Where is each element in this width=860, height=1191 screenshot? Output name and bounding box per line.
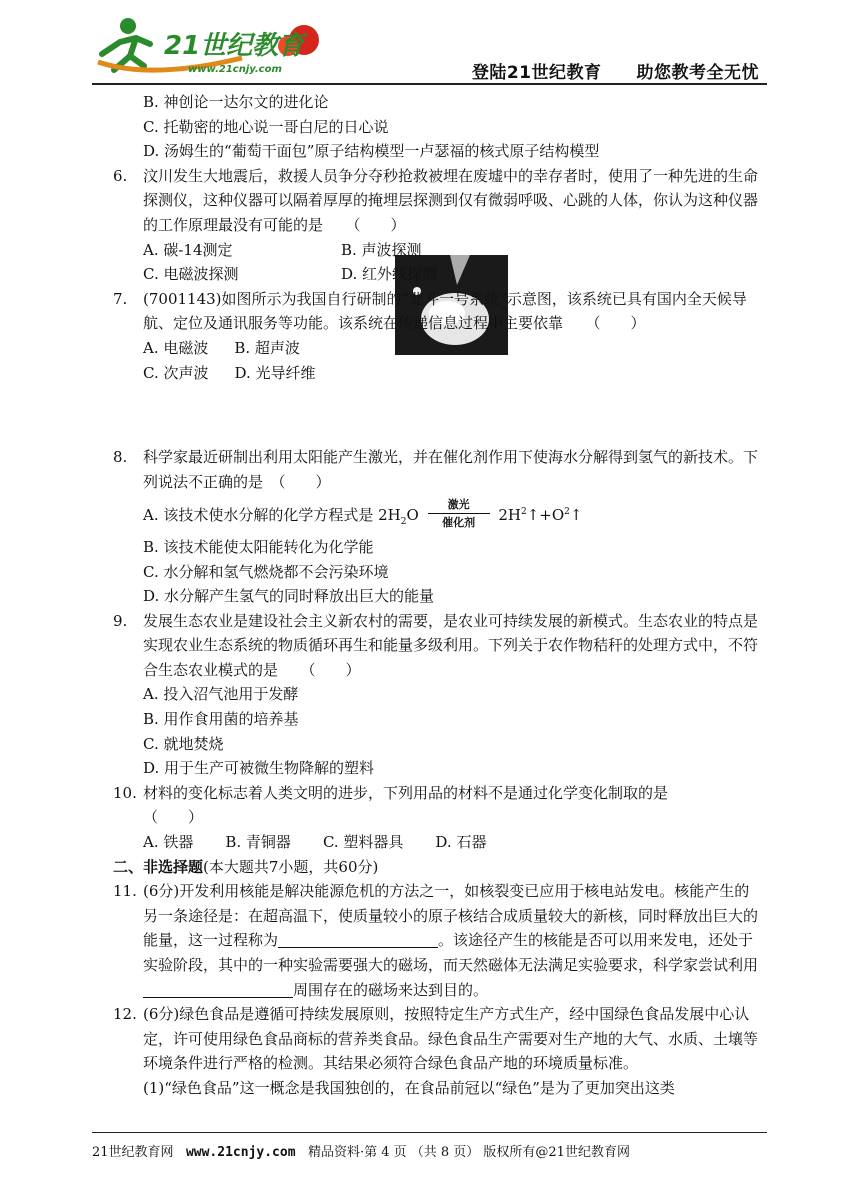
q8-option-a: A. 该技术使水分解的化学方程式是 $2H_2O$ 激光 催化剂 $2H^2↑+O^2↑$ xyxy=(113,498,763,535)
sub-question-1: (1)“绿色食品”这一概念是我国独创的，在食品前冠以“绿色”是为了更加突出这类 xyxy=(143,1078,675,1097)
page-footer xyxy=(92,1141,630,1160)
q7-options-row2 xyxy=(113,361,763,386)
footer-site: 21世纪教育网 xyxy=(92,1145,174,1160)
q10-option-b: B. 青铜器 xyxy=(225,833,291,852)
header-slogan: 登陆21世纪教育 助您教考全无忧 xyxy=(471,63,759,83)
question-number: 12. xyxy=(113,1005,137,1024)
question-text: 科学家最近研制出利用太阳能产生激光，并在催化剂作用下使海水分解得到氢气的新技术。下列说法不正确的是 （ ） xyxy=(143,448,759,491)
question-text: 汶川发生大地震后，救援人员争分夺秒抢救被埋在废墟中的幸存者时，使用了一种先进的生命探测仪，这种仪器可以隔着厚厚的掩埋层探测到仅有微弱呼吸、心跳的人体，你认为这种仪器的工作原理最没有可能的是 （ ） xyxy=(143,166,759,234)
answer-blank-1[interactable] xyxy=(278,931,438,948)
q7-option-a: A. 电磁波 xyxy=(143,338,209,357)
footer-divider xyxy=(92,1132,767,1133)
answer-blank-2[interactable] xyxy=(143,981,293,998)
q5-option-c: C. 托勒密的地心说一哥白尼的日心说 xyxy=(143,117,389,136)
q10-option-d: D. 石器 xyxy=(435,833,487,852)
question-number: 6. xyxy=(113,166,128,185)
question-7 xyxy=(113,287,763,336)
answer-paren: （ ） xyxy=(143,808,204,827)
q7-option-b: B. 超声波 xyxy=(234,338,300,357)
q7-option-c: C. 次声波 xyxy=(143,363,209,382)
q6-options-row2 xyxy=(113,262,763,287)
question-number: 10. xyxy=(113,783,137,802)
question-number: 9. xyxy=(113,611,128,630)
q6-option-b: B. 声波探测 xyxy=(341,240,422,259)
condition-catalyst: 催化剂 xyxy=(442,516,476,530)
site-logo xyxy=(92,14,332,80)
question-text: (6分)开发利用核能是解决能源危机的方法之一，如核裂变已应用于核电站发电。核能产生的另一条途径是：在超高温下，使质量较小的原子核结合成质量较大的新核，同时释放出巨大的能量，这一过程称为 xyxy=(143,882,759,950)
q7-options-row1 xyxy=(113,336,763,361)
q9-option-c: C. 就地焚烧 xyxy=(143,734,224,753)
runner-head-icon xyxy=(120,18,136,34)
question-text: 材料的变化标志着人类文明的进步，下列用品的材料不是通过化学变化制取的是 xyxy=(143,783,669,802)
footer-url[interactable]: www.21cnjy.com xyxy=(185,1145,296,1160)
logo-url: www.21cnjy.com xyxy=(188,64,282,75)
q9-option-a: A. 投入沼气池用于发酵 xyxy=(143,685,299,704)
q5-option-b: B. 神创论一达尔文的进化论 xyxy=(143,93,329,111)
question-text: (7001143)如图所示为我国自行研制的“北斗一号系统”示意图，该系统已具有国内全天候导航、定位及通讯服务等功能。该系统在传递信息过程中主要依靠 （ ） xyxy=(143,289,747,333)
q10-options xyxy=(113,830,763,855)
q10-option-c: C. 塑料器具 xyxy=(322,833,404,852)
reaction-condition xyxy=(426,498,492,534)
q9-option-b: B. 用作食用菌的培养基 xyxy=(143,710,299,729)
logo-title: 21世纪教育 xyxy=(164,31,305,61)
section-detail: (本大题共7小题，共60分) xyxy=(203,857,379,876)
question-10 xyxy=(113,781,763,830)
question-content xyxy=(113,90,763,1101)
q6-option-d: D. 红外线探测 xyxy=(341,265,438,284)
q10-option-a: A. 铁器 xyxy=(143,833,194,852)
header-divider xyxy=(92,83,767,85)
page-header xyxy=(92,14,767,84)
question-11: 11. (6分)开发利用核能是解决能源危机的方法之一，如核裂变已应用于核电站发电。核能产生的另一条途径是：在超高温下，使质量较小的原子核结合成质量较大的新核，同时释放出巨大的能量，这一过程称为 。该途径产生的核能是否可以用来发电，还处于实验阶段，其中的一种实验需要强大的磁场，而天然磁体无法满足实验要求，科学家尝试利用周围存在的磁场来达到目的。 xyxy=(113,879,763,1002)
q8-option-d: D. 水分解产生氢气的同时释放出巨大的能量 xyxy=(143,587,435,606)
q9-option-d: D. 用于生产可被微生物降解的塑料 xyxy=(143,759,375,778)
footer-page-info: 精品资料·第 4 页 （共 8 页） 版权所有@21世纪教育网 xyxy=(307,1145,630,1160)
question-6 xyxy=(113,164,763,238)
q5-option-d: D. 汤姆生的“葡萄干面包”原子结构模型一卢瑟福的核式原子结构模型 xyxy=(143,142,600,161)
question-number: 8. xyxy=(113,448,128,467)
condition-laser: 激光 xyxy=(447,498,470,512)
question-12 xyxy=(113,1002,763,1100)
question-9 xyxy=(113,609,763,683)
question-text: (6分)绿色食品是遵循可持续发展原则，按照特定生产方式生产，经中国绿色食品发展中心认定，许可使用绿色食品商标的营养类食品。绿色食品生产需要对生产地的大气、水质、土壤等环境条件进行严格的检测。其结果必须符合绿色食品产地的环境质量标准。 xyxy=(143,1005,759,1073)
q6-options-row1 xyxy=(113,238,763,263)
question-8 xyxy=(113,445,763,494)
q8-option-b: B. 该技术能使太阳能转化为化学能 xyxy=(143,537,374,556)
question-number: 11. xyxy=(113,882,137,901)
q7-option-d: D. 光导纤维 xyxy=(234,363,316,382)
q8-option-c: C. 水分解和氢气燃烧都不会污染环境 xyxy=(143,562,389,581)
q6-option-a: A. 碳-14测定 xyxy=(143,240,233,259)
question-number: 7. xyxy=(113,289,128,308)
question-text: 发展生态农业是建设社会主义新农村的需要，是农业可持续发展的新模式。生态农业的特点是实现农业生态系统的物质循环再生和能量多级利用。下列关于农作物秸秆的处理方式中，不符合生态农业模式的是 （ ） xyxy=(143,611,759,679)
q6-option-c: C. 电磁波探测 xyxy=(143,265,239,284)
section-title: 二、非选择题(本大题共7小题，共60分) xyxy=(113,857,379,876)
photo-spacer xyxy=(113,385,763,445)
